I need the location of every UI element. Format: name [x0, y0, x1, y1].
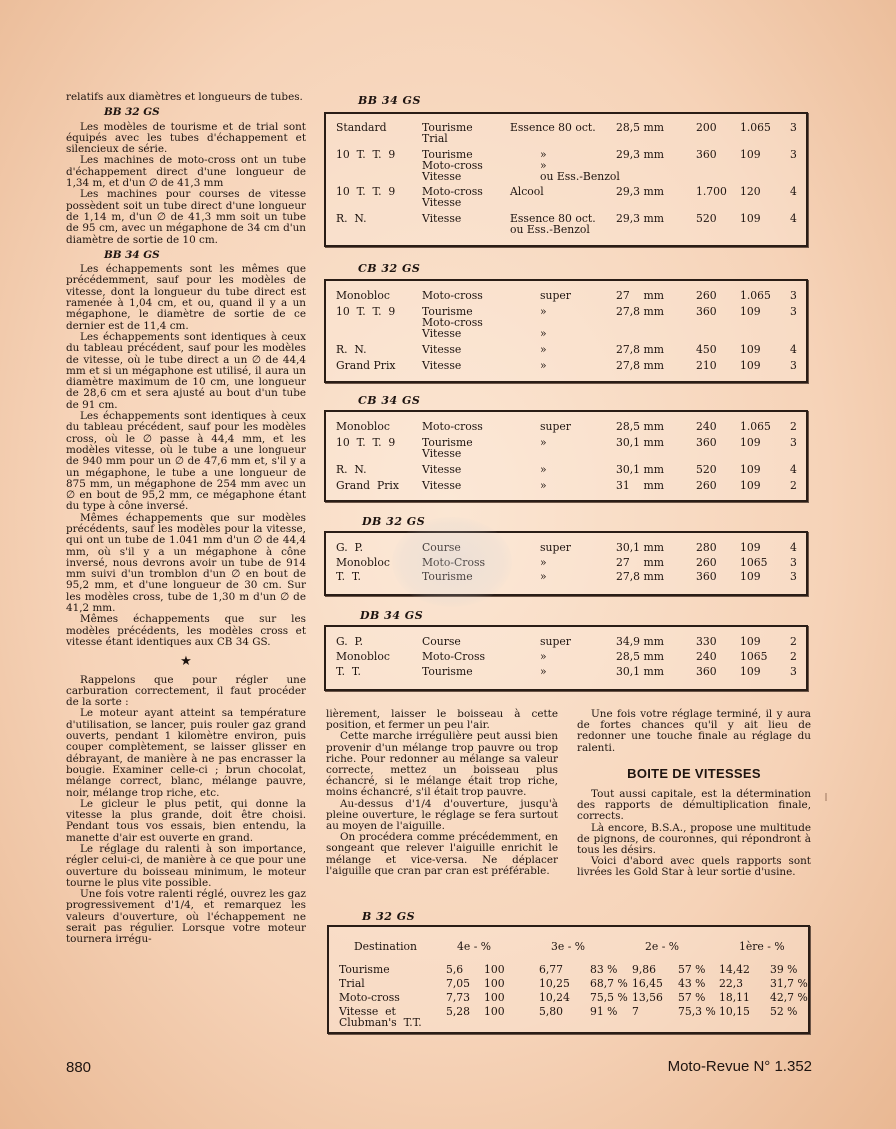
table-cell: 520 — [696, 463, 717, 476]
ratio-cell: 5,6 — [446, 963, 464, 976]
table-cell: 210 — [696, 359, 717, 372]
ratio-cell: 100 — [484, 963, 505, 976]
paragraph: Au-dessus d'1/4 d'ouverture, jusqu'à pleine ouverture, le réglage se fera surtout au moyen de l'aiguille. — [326, 797, 558, 833]
table-cell: 2 — [790, 635, 797, 648]
table-cell: » — [540, 359, 547, 372]
destination-cell: Tourisme — [339, 963, 390, 976]
ratio-cell: 18,11 — [719, 991, 750, 1004]
table-cell: » — [540, 556, 547, 569]
table-cell: 330 — [696, 635, 717, 648]
ratio-cell: 6,77 — [539, 963, 564, 976]
table-cell: 28,5 mm — [616, 420, 664, 433]
table-cell: super — [540, 289, 571, 302]
ratio-cell: 10,25 — [539, 977, 570, 990]
table-cell: 1.065 — [740, 121, 771, 134]
ratio-cell: 10,15 — [719, 1005, 750, 1018]
table-cell: 28,5 mm — [616, 650, 664, 663]
destination-cell: Vitesse et Clubman's T.T. — [339, 1005, 422, 1029]
paragraph: Rappelons que pour régler une carburation correctement, il faut procéder de la sorte : — [66, 673, 306, 709]
table-cell: 240 — [696, 650, 717, 663]
table-cell: Moto-cross — [422, 289, 483, 302]
table-cell: 109 — [740, 359, 761, 372]
table-title-db32: DB 32 GS — [362, 515, 426, 528]
paragraph: Voici d'abord avec quels rapports sont livrées les Gold Star à leur sortie d'usine. — [577, 855, 811, 879]
table-title-db34: DB 34 GS — [360, 609, 424, 622]
spec-table-cb32 — [324, 279, 808, 383]
table-cell: 27,8 mm — [616, 359, 664, 372]
table-cell: 280 — [696, 541, 717, 554]
section-heading-bb34: BB 34 GS — [104, 248, 160, 261]
ratio-cell: 13,56 — [632, 991, 663, 1004]
table-cell: super — [540, 420, 571, 433]
table-cell: 3 — [790, 148, 797, 161]
table-cell: R. N. — [336, 463, 367, 476]
table-cell: 3 — [790, 359, 797, 372]
table-cell: G. P. — [336, 635, 364, 648]
ratio-cell: 31,7 % — [770, 977, 808, 990]
paragraph: Tout aussi capitale, est la détermination des rapports de démultiplication finale, corrects. — [577, 788, 811, 823]
table-cell: 1065 — [740, 556, 768, 569]
header-4th: 4e - % — [457, 940, 492, 953]
magazine-issue: Moto-Revue N° 1.352 — [667, 1058, 812, 1075]
table-cell: 109 — [740, 305, 761, 318]
table-cell: Moto-cross Vitesse — [422, 185, 483, 209]
paragraph: Les échappements sont les mêmes que précédemment, sauf pour les modèles de vitesse, dont la longueur du tube direct est ramenée à 1,04 cm, et ou, quand il y a un mégaphone, le diamètre de sortie de ce dernier est de 11,4 cm. — [66, 263, 306, 332]
table-cell: 3 — [790, 665, 797, 678]
ratio-cell: 68,7 % — [590, 977, 628, 990]
table-title-bb34: BB 34 GS — [358, 94, 421, 107]
table-cell: 4 — [790, 541, 797, 554]
table-cell: 3 — [790, 570, 797, 583]
table-cell: » — [540, 650, 547, 663]
table-cell: 30,1 mm — [616, 541, 664, 554]
spec-table-cb34 — [324, 410, 808, 502]
ratio-cell: 100 — [484, 1005, 505, 1018]
table-cell: 2 — [790, 650, 797, 663]
table-cell: Monobloc — [336, 420, 390, 433]
ratio-cell: 39 % — [770, 963, 798, 976]
table-cell: Essence 80 oct. ou Ess.-Benzol — [510, 212, 596, 236]
left-column — [66, 92, 306, 946]
ratio-cell: 100 — [484, 991, 505, 1004]
table-cell: 10 T. T. 9 — [336, 148, 396, 161]
star-divider-icon: ★ — [180, 654, 192, 670]
paragraph: Cette marche irrégulière peut aussi bien provenir d'un mélange trop pauvre ou trop riche. Pour redonner au mélange sa valeur correcte, mettez un boisseau plus échancré, si le mélange était trop riche, moins échancré, s'il était trop pauvre. — [326, 730, 558, 799]
table-cell: 1.700 — [696, 185, 727, 198]
ratio-cell: 100 — [484, 977, 505, 990]
table-cell: 109 — [740, 212, 761, 225]
ratio-cell: 57 % — [678, 991, 706, 1004]
paragraph: Là encore, B.S.A., propose une multitude de pignons, de couronnes, qui répondront à tous les désirs. — [577, 821, 811, 857]
gearbox-table — [327, 925, 810, 1034]
table-cell: 1065 — [740, 650, 768, 663]
table-cell: 360 — [696, 148, 717, 161]
table-cell: 109 — [740, 570, 761, 583]
ratio-cell: 7,05 — [446, 977, 471, 990]
table-cell: 360 — [696, 665, 717, 678]
table-cell: 10 T. T. 9 — [336, 185, 396, 198]
ratio-cell: 75,3 % — [678, 1005, 716, 1018]
table-cell: » — [540, 343, 547, 356]
ratio-cell: 5,28 — [446, 1005, 471, 1018]
table-cell: » » ou Ess.-Benzol — [540, 148, 620, 183]
section-heading-bb32: BB 32 GS — [104, 106, 160, 119]
ratio-cell: 83 % — [590, 963, 618, 976]
table-cell: Moto-Cross — [422, 650, 486, 663]
table-cell: Monobloc — [336, 556, 390, 569]
table-cell: 109 — [740, 343, 761, 356]
right-column — [577, 709, 811, 879]
table-cell: 3 — [790, 289, 797, 302]
ratio-cell: 7 — [632, 1005, 639, 1018]
table-cell: R. N. — [336, 212, 367, 225]
table-cell: 360 — [696, 436, 717, 449]
table-cell: 450 — [696, 343, 717, 356]
table-cell: 109 — [740, 479, 761, 492]
table-cell: 2 — [790, 479, 797, 492]
table-cell: 31 mm — [616, 479, 664, 492]
paragraph: Mêmes échappements que sur les modèles précédents, les modèles cross et vitesse étant identiques aux CB 34 GS. — [66, 613, 306, 648]
table-cell: 29,3 mm — [616, 148, 664, 161]
header-2nd: 2e - % — [645, 940, 680, 953]
table-cell: 109 — [740, 148, 761, 161]
table-cell: Tourisme Vitesse — [422, 436, 473, 460]
paragraph: Les échappements sont identiques à ceux du tableau précédent, sauf pour les modèles cross, où le ∅ passe à 44,4 mm, et les modèles vitesse, où le tube a une longueur de 940 mm pour un ∅ de 47,6 mm et, s'il y a un mégaphone, le tube a une longueur de 875 mm, un mégaphone de 254 mm avec un ∅ en bout de 95,2 mm, ce mégaphone étant du type à cône inversé. — [66, 410, 306, 513]
table-cell: 34,9 mm — [616, 635, 664, 648]
ratio-cell: 22,3 — [719, 977, 744, 990]
ratio-cell: 14,42 — [719, 963, 750, 976]
ratio-cell: 42,7 % — [770, 991, 808, 1004]
table-cell: 109 — [740, 665, 761, 678]
ratio-cell: 91 % — [590, 1005, 618, 1018]
table-cell: R. N. — [336, 343, 367, 356]
table-cell: » — [540, 479, 547, 492]
table-cell: super — [540, 541, 571, 554]
table-cell: G. P. — [336, 541, 364, 554]
table-cell: » » — [540, 305, 547, 340]
table-cell: Monobloc — [336, 650, 390, 663]
table-cell: 260 — [696, 479, 717, 492]
table-cell: 260 — [696, 556, 717, 569]
paragraph: On procédera comme précédemment, en songeant que relever l'aiguille enrichit le mélange et vice-versa. Ne déplacer l'aiguille que cran par cran est préférable. — [326, 831, 558, 877]
paragraph: relatifs aux diamètres et longueurs de tubes. — [66, 91, 303, 103]
spec-table-bb34 — [324, 112, 808, 247]
table-cell: Alcool — [510, 185, 544, 198]
ratio-cell: 7,73 — [446, 991, 471, 1004]
paragraph: Les modèles de tourisme et de trial sont équipés avec les tubes d'échappement et silencieux de série. — [66, 120, 306, 156]
table-cell: Standard — [336, 121, 387, 134]
table-cell: super — [540, 635, 571, 648]
table-cell: 520 — [696, 212, 717, 225]
paragraph: Une fois votre réglage terminé, il y aura de fortes chances qu'il y ait lieu de redonner une touche finale au réglage du ralenti. — [577, 708, 811, 754]
table-cell: 29,3 mm — [616, 212, 664, 225]
table-cell: Grand Prix — [336, 479, 399, 492]
paragraph: Le réglage du ralenti à son importance, régler celui-ci, de manière à ce que pour une ouverture du boisseau minimum, le moteur tourne le plus vite possible. — [66, 843, 306, 889]
destination-cell: Moto-cross — [339, 991, 400, 1004]
table-cell: Course — [422, 541, 461, 554]
table-cell: 109 — [740, 541, 761, 554]
table-cell: 3 — [790, 305, 797, 318]
table-title-b32: B 32 GS — [362, 910, 416, 923]
paragraph: Les machines de moto-cross ont un tube d'échappement direct d'une longueur de 1,34 m, et d'un ∅ de 41,3 mm — [66, 154, 306, 190]
table-cell: 27,8 mm — [616, 343, 664, 356]
stamp-watermark — [392, 517, 512, 607]
table-cell: 29,3 mm — [616, 185, 664, 198]
table-cell: 10 T. T. 9 — [336, 436, 396, 449]
table-cell: Vitesse — [422, 479, 462, 492]
table-cell: Vitesse — [422, 343, 462, 356]
table-cell: 3 — [790, 556, 797, 569]
table-cell: 109 — [740, 436, 761, 449]
table-cell: 27 mm — [616, 556, 664, 569]
table-cell: 109 — [740, 463, 761, 476]
table-cell: Course — [422, 635, 461, 648]
paragraph: lièrement, laisser le boisseau à cette position, et fermer un peu l'air. — [326, 708, 558, 732]
table-cell: Tourisme Moto-cross Vitesse — [422, 148, 483, 183]
table-cell: Tourisme Trial — [422, 121, 473, 145]
ratio-cell: 5,80 — [539, 1005, 564, 1018]
page-number: 880 — [66, 1059, 92, 1076]
table-cell: Moto-Cross — [422, 556, 486, 569]
table-cell: 27 mm — [616, 289, 664, 302]
header-destination: Destination — [354, 940, 418, 953]
table-cell: 4 — [790, 463, 797, 476]
table-cell: 3 — [790, 436, 797, 449]
header-3rd: 3e - % — [551, 940, 586, 953]
table-cell: 260 — [696, 289, 717, 302]
table-cell: 1.065 — [740, 289, 771, 302]
table-cell: » — [540, 463, 547, 476]
table-cell: 27,8 mm — [616, 305, 664, 318]
table-cell: Grand Prix — [336, 359, 396, 372]
table-cell: 4 — [790, 343, 797, 356]
table-cell: Vitesse — [422, 212, 462, 225]
table-cell: » — [540, 436, 547, 449]
table-cell: 28,5 mm — [616, 121, 664, 134]
table-cell: Tourisme — [422, 665, 473, 678]
middle-column — [326, 709, 558, 877]
header-1st: 1ère - % — [739, 940, 785, 953]
ratio-cell: 10,24 — [539, 991, 570, 1004]
paragraph: Les échappements sont identiques à ceux du tableau précédent, sauf pour les modèles de vitesse, où le tube direct a un ∅ de 44,4 mm et si un mégaphone est utilisé, il aura un diamètre maximum de 10 cm, une longueur de 28,6 cm et sera ajusté au bout d'un tube de 91 cm. — [66, 330, 306, 411]
table-cell: 1.065 — [740, 420, 771, 433]
table-cell: 4 — [790, 185, 797, 198]
ratio-cell: 9,86 — [632, 963, 657, 976]
table-cell: T. T. — [336, 570, 361, 583]
table-cell: 360 — [696, 570, 717, 583]
table-cell: T. T. — [336, 665, 361, 678]
print-mark — [825, 793, 827, 801]
table-cell: 360 — [696, 305, 717, 318]
table-cell: Essence 80 oct. — [510, 121, 596, 134]
table-title-cb32: CB 32 GS — [358, 262, 421, 275]
paragraph: Mêmes échappements que sur modèles précédents, sauf les modèles pour la vitesse, qui ont un tube de 1.041 mm d'un ∅ de 44,4 mm, où s'il y a un mégaphone à cône inversé, nous devrons avoir un tube de 914 mm suivi d'un tromblon d'un ∅ en bout de 95,2 mm, et d'une longueur de 30 cm. Sur les modèles cross, tube de 1,30 m d'un ∅ de 41,2 mm. — [66, 511, 306, 615]
paragraph: Une fois votre ralenti réglé, ouvrez les gaz progressivement d'1/4, et remarquez les valeurs d'ouverture, où l'échappement ne serait pas régulier. Lorsque votre moteur tournera irrégu- — [66, 888, 306, 946]
ratio-cell: 16,45 — [632, 977, 663, 990]
table-cell: 109 — [740, 635, 761, 648]
table-cell: 30,1 mm — [616, 665, 664, 678]
section-heading-gearbox: BOITE DE VITESSES — [627, 765, 761, 781]
table-cell: Moto-cross — [422, 420, 483, 433]
ratio-cell: 52 % — [770, 1005, 798, 1018]
table-cell: » — [540, 665, 547, 678]
table-cell: 4 — [790, 212, 797, 225]
table-cell: » — [540, 570, 547, 583]
table-cell: Tourisme Moto-cross Vitesse — [422, 305, 483, 340]
table-title-cb34: CB 34 GS — [358, 394, 421, 407]
table-cell: 3 — [790, 121, 797, 134]
table-cell: Monobloc — [336, 289, 390, 302]
destination-cell: Trial — [339, 977, 365, 990]
table-cell: 200 — [696, 121, 717, 134]
ratio-cell: 57 % — [678, 963, 706, 976]
ratio-cell: 43 % — [678, 977, 706, 990]
table-cell: 30,1 mm — [616, 436, 664, 449]
table-cell: 2 — [790, 420, 797, 433]
paragraph: Le gicleur le plus petit, qui donne la vitesse la plus grande, doit être choisi. Pendant tous vos essais, bien entendu, la manette d'air est ouverte en grand. — [66, 797, 306, 844]
table-cell: 27,8 mm — [616, 570, 664, 583]
table-cell: Tourisme — [422, 570, 473, 583]
paragraph: Les machines pour courses de vitesse possèdent soit un tube direct d'une longueur de 1,14 m, d'un ∅ de 41,3 mm soit un tube de 95 cm, avec un mégaphone de 34 cm d'un diamètre de sortie de 10 cm. — [66, 188, 306, 246]
table-cell: 10 T. T. 9 — [336, 305, 396, 318]
spec-table-db34 — [324, 625, 808, 691]
table-cell: Vitesse — [422, 463, 462, 476]
table-cell: 120 — [740, 185, 761, 198]
table-cell: Vitesse — [422, 359, 462, 372]
table-cell: 240 — [696, 420, 717, 433]
paragraph: Le moteur ayant atteint sa température d'utilisation, se lancer, puis rouler gaz grand ouverts, pendant 1 kilomètre environ, puis couper complètement, se laisser glisser en débrayant, de manière à ne pas encrasser la bougie. Examiner celle-ci ; brun chocolat, mélange correct, blanc, mélange pauvre, noir, mélange trop riche, etc. — [66, 707, 306, 799]
ratio-cell: 75,5 % — [590, 991, 628, 1004]
table-cell: 30,1 mm — [616, 463, 664, 476]
